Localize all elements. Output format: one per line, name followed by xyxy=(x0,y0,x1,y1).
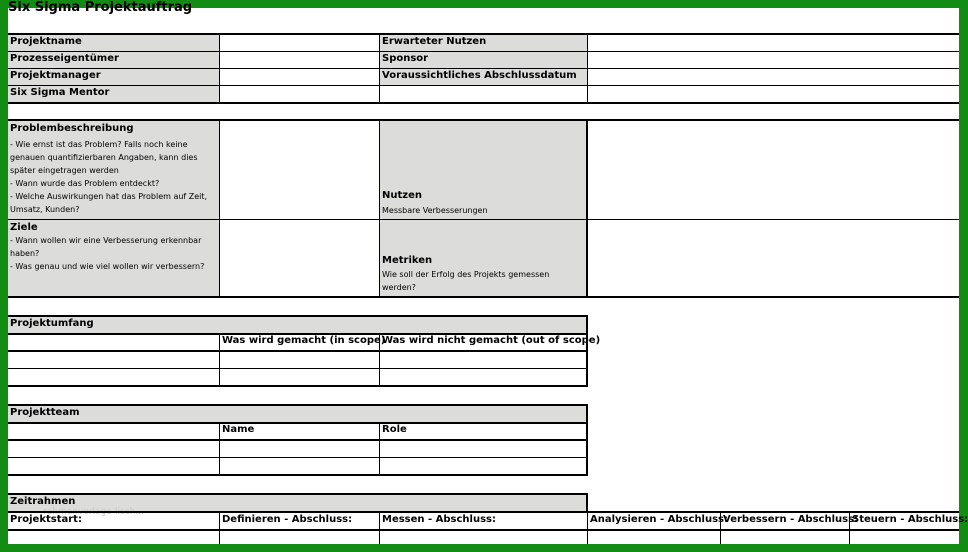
nutzen-field[interactable] xyxy=(588,121,959,219)
definieren-label: Definieren - Abschluss: xyxy=(222,514,353,525)
team-cell[interactable] xyxy=(220,441,379,457)
gridline xyxy=(587,34,588,104)
nutzen-subtitle: Messbare Verbesserungen xyxy=(382,206,488,215)
gridline xyxy=(586,316,588,387)
gridline xyxy=(586,405,588,476)
gridline xyxy=(720,512,721,544)
gridline xyxy=(8,439,588,441)
verbessern-label: Verbessern - Abschluss: xyxy=(723,514,859,525)
problembeschreibung-cell xyxy=(8,121,219,219)
mentor-field[interactable] xyxy=(220,86,379,102)
projektstart-label: Projektstart: xyxy=(10,514,82,525)
spreadsheet-sheet xyxy=(8,0,968,544)
label-sponsor: Sponsor xyxy=(380,52,587,68)
gridline xyxy=(8,529,959,531)
gridline xyxy=(587,512,588,544)
projektteam-header: Projektteam xyxy=(8,406,587,422)
scope-cell[interactable] xyxy=(8,369,219,385)
label-projektmanager: Projektmanager xyxy=(8,69,219,85)
label-abschlussdatum: Voraussichtliches Abschlussdatum xyxy=(380,69,587,85)
projektmanager-field[interactable] xyxy=(220,69,379,85)
gridline xyxy=(8,493,588,495)
analysieren-field[interactable] xyxy=(588,531,720,544)
projektstart-field[interactable] xyxy=(8,531,219,544)
gridline xyxy=(8,511,959,513)
gridline xyxy=(8,385,588,387)
label-six-sigma-mentor: Six Sigma Mentor xyxy=(8,86,219,102)
messen-field[interactable] xyxy=(380,531,587,544)
watermark-text: rahmenvorlage-lisch... xyxy=(43,507,144,517)
gridline xyxy=(849,512,850,544)
projektname-field[interactable] xyxy=(220,35,379,51)
gridline xyxy=(8,51,959,52)
problem-line: - Welche Auswirkungen hat das Problem auf Zeit, xyxy=(10,192,208,201)
problem-line: später eingetragen werden xyxy=(10,166,119,175)
gridline xyxy=(8,368,588,369)
zeitrahmen-header: Zeitrahmen xyxy=(8,495,587,511)
ziele-field[interactable] xyxy=(220,220,379,296)
label-prozesseigentuemer: Prozesseigentümer xyxy=(8,52,219,68)
ziele-line: haben? xyxy=(10,249,40,258)
ziele-line: - Wann wollen wir eine Verbesserung erkennbar xyxy=(10,236,202,245)
verbessern-field[interactable] xyxy=(721,531,849,544)
gridline xyxy=(219,334,220,386)
problem-line: genauen quantifizierbaren Angaben, kann dies xyxy=(10,153,198,162)
gridline xyxy=(8,85,959,86)
prozesseigentuemer-field[interactable] xyxy=(220,52,379,68)
problem-line: - Wann wurde das Problem entdeckt? xyxy=(10,179,160,188)
scope-cell[interactable] xyxy=(8,352,219,368)
analysieren-label: Analysieren - Abschluss: xyxy=(590,514,729,525)
scope-cell[interactable] xyxy=(220,369,379,385)
ziele-cell xyxy=(8,220,219,296)
gridline xyxy=(8,296,959,298)
definieren-field[interactable] xyxy=(220,531,379,544)
gridline xyxy=(8,68,959,69)
projektumfang-header: Projektumfang xyxy=(8,317,587,333)
gridline xyxy=(8,404,588,406)
gridline xyxy=(219,120,220,298)
scope-cell[interactable] xyxy=(380,369,587,385)
label-projektname: Projektname xyxy=(8,35,219,51)
ziele-line: - Was genau und wie viel wollen wir verbessern? xyxy=(10,262,205,271)
gridline xyxy=(586,120,588,298)
gridline xyxy=(219,34,220,104)
scope-cell[interactable] xyxy=(220,352,379,368)
team-cell[interactable] xyxy=(380,458,587,474)
gridline xyxy=(586,494,588,512)
problembeschreibung-title: Problembeschreibung xyxy=(10,123,134,134)
in-scope-header: Was wird gemacht (in scope) xyxy=(222,335,386,346)
messen-label: Messen - Abschluss: xyxy=(382,514,496,525)
page-title: Six Sigma Projektauftrag xyxy=(8,0,193,15)
gridline xyxy=(379,334,380,386)
out-scope-header: Was wird nicht gemacht (out of scope) xyxy=(382,335,601,346)
erwarteter-nutzen-field[interactable] xyxy=(588,35,959,51)
gridline xyxy=(379,120,380,298)
ziele-title: Ziele xyxy=(10,222,38,233)
gridline xyxy=(8,350,588,352)
gridline xyxy=(8,422,588,424)
scope-cell[interactable] xyxy=(380,352,587,368)
problem-line: Umsatz, Kunden? xyxy=(10,205,80,214)
gridline xyxy=(8,457,588,458)
metriken-line: Wie soll der Erfolg des Projekts gemessen xyxy=(382,270,550,279)
team-cell[interactable] xyxy=(220,458,379,474)
gridline xyxy=(8,102,959,104)
gridline xyxy=(219,423,220,475)
gridline xyxy=(8,474,588,476)
gridline xyxy=(8,315,588,317)
gridline xyxy=(379,34,380,104)
team-cell[interactable] xyxy=(8,441,219,457)
metriken-field[interactable] xyxy=(588,220,959,296)
steuern-field[interactable] xyxy=(850,531,959,544)
steuern-label: Steuern - Abschluss: xyxy=(852,514,968,525)
gridline xyxy=(379,512,380,544)
abschlussdatum-field[interactable] xyxy=(588,69,959,85)
metriken-cell xyxy=(380,220,587,296)
label-erwarteter-nutzen: Erwarteter Nutzen xyxy=(380,35,587,51)
metriken-title: Metriken xyxy=(382,255,433,266)
team-role-header: Role xyxy=(382,424,407,435)
gridline xyxy=(8,333,588,335)
problembeschreibung-field[interactable] xyxy=(220,121,379,219)
nutzen-cell xyxy=(380,121,587,219)
sponsor-field[interactable] xyxy=(588,52,959,68)
nutzen-title: Nutzen xyxy=(382,190,422,201)
team-name-header: Name xyxy=(222,424,255,435)
team-cell[interactable] xyxy=(380,441,587,457)
metriken-line: werden? xyxy=(382,283,416,292)
team-cell[interactable] xyxy=(8,458,219,474)
problem-line: - Wie ernst ist das Problem? Falls noch keine xyxy=(10,140,188,149)
gridline xyxy=(219,512,220,544)
gridline xyxy=(379,423,380,475)
